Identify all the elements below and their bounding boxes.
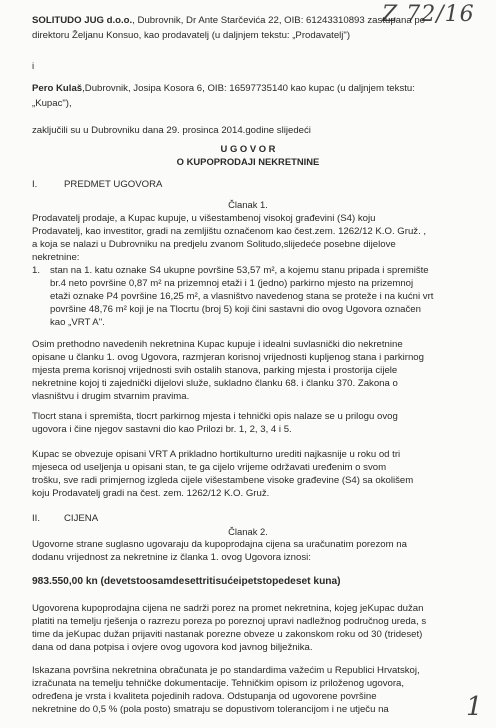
article-2-heading: Članak 2. bbox=[228, 526, 268, 537]
art1-p2-line2: opisane u članku 1. ovog Ugovora, razmjeran korisnoj vrijednosti kupljenog stana i parkirnog bbox=[32, 352, 424, 363]
art2-p3-line1: Iskazana površina nekretnina obračunata je po standardima važećim u Republici Hrvatskoj, bbox=[32, 665, 420, 676]
art2-p2-line3: time da jeKupac dužan prijaviti nastanak porezne obveze u zakonskom roku od 30 (trideset) bbox=[32, 629, 423, 640]
art1-p3-line1: Tlocrt stana i spremišta, tlocrt parkirnog mjesta i tehnički opis nalaze se u prilogu ovog bbox=[32, 411, 398, 422]
art1-p1-line3: a koja se nalazi u Dubrovniku na predjelu zvanom Solitudo,slijedeće posebne dijelove bbox=[32, 239, 396, 250]
item-1-line3: etaži oznake P4 površine 16,25 m², a vlasništvo navedenog stana se proteže i na kućni vrt bbox=[50, 291, 434, 302]
art1-p4-line4: koju Prodavatelj gradi na čest. zem. 1262/12 K.O. Gruž. bbox=[32, 488, 270, 499]
art2-p1-line1: Ugovorne strane suglasno ugovaraju da kupoprodajna cijena sa uračunatim porezom na bbox=[32, 539, 407, 550]
section-2-number: II. bbox=[32, 513, 40, 524]
contract-title: U G O V O R bbox=[220, 143, 276, 154]
item-1-line2: br.4 neto površine 0,87 m² na prizemnoj etaži i 1 (jedno) parkirno mjesto na prizemnoj bbox=[50, 278, 414, 289]
art1-p4-line1: Kupac se obvezuje opisani VRT A prikladno hortikulturno urediti najkasnije u roku od tri bbox=[32, 449, 401, 460]
art2-p3-line2: izračunata na temelju tehničke dokumentacije. Tehničkim opisom iz priloženog ugovora, bbox=[32, 678, 405, 689]
section-1-number: I. bbox=[32, 179, 38, 190]
art2-p1-line2: dodanu vrijednost za nekretnine iz članka 1. ovog Ugovora iznosi: bbox=[32, 552, 311, 563]
art1-p4-line3: trošku, sve radi primjernog izgleda cijele višestambene visoke građevine (S4) sa okolišem bbox=[32, 475, 414, 486]
item-1-line4: površine 48,76 m² koji je na Tlocrtu (broj 5) koji čini sastavni dio ovog Ugovora označen bbox=[50, 304, 421, 315]
art2-p3-line4: nekretnine do 0,5 % (pola posto) smatraju se dopustivom tolerancijom i ne utječu na bbox=[32, 704, 389, 715]
handwritten-reference: Z 72/16 bbox=[382, 2, 475, 27]
art1-p1-line1: Prodavatelj prodaje, a Kupac kupuje, u višestambenoj visokoj građevini (S4) koju bbox=[32, 213, 376, 224]
art1-p2-line1: Osim prethodno navedenih nekretnina Kupac kupuje i idealni suvlasnički dio nekretnine bbox=[32, 339, 403, 350]
article-1-heading: Članak 1. bbox=[228, 199, 268, 210]
art2-p3-line3: određena je vrsta i kvaliteta pojedinih radova. Odstupanja od ugovorene površine bbox=[32, 691, 377, 702]
art1-p1-line4: nekretnine: bbox=[32, 252, 80, 263]
art2-p2-line1: Ugovorena kupoprodajna cijena ne sadrži porez na promet nekretnina, kojeg jeKupac dužan bbox=[32, 603, 424, 614]
buyer-line-2: „Kupac"), bbox=[32, 98, 72, 109]
item-1-line5: kao „VRT A". bbox=[50, 317, 105, 328]
art1-p4-line2: mjeseca od useljenja u opisani stan, te ga cijelo vrijeme održavati uređenim o svom bbox=[32, 462, 387, 473]
contract-subtitle: O KUPOPRODAJI NEKRETNINE bbox=[176, 156, 320, 167]
art1-p2-line4: nekretnine kojoj ti zajednički dijelovi služe, sukladno članku 68. i članku 370. Zakona o bbox=[32, 378, 398, 389]
buyer-line-1: Pero Kulaš,Dubrovnik, Josipa Kosora 6, OIB: 16597735140 kao kupac (u daljnjem tekstu: bbox=[32, 83, 415, 94]
seller-line-2: direktoru Željanu Konsuo, kao prodavatelj (u daljnjem tekstu: „Prodavatelj") bbox=[32, 30, 351, 41]
section-2-heading: CIJENA bbox=[64, 513, 99, 524]
art1-p1-line2: Prodavatelj, kao investitor, gradi na zemljištu označenom kao čest.zem. 1262/12 K.O. Gruž. , bbox=[32, 226, 427, 237]
art2-p2-line2: platiti na temelju rješenja o razrezu poreza po poreznoj upravi nadležnog područnog ureda, s bbox=[32, 616, 427, 627]
art1-p3-line2: ugovora i čine njegov sastavni dio kao Prilozi br. 1, 2, 3, 4 i 5. bbox=[32, 424, 292, 435]
concluded-line: zaključili su u Dubrovniku dana 29. prosinca 2014.godine slijedeći bbox=[32, 125, 311, 136]
art1-p2-line3: mjesta prema korisnoj vrijednosti svih ostalih stanova, parking mjesta i prostorija cijele bbox=[32, 365, 398, 376]
price-amount: 983.550,00 kn (devetstoosamdesettritisućeipetstopedeset kuna) bbox=[32, 576, 341, 587]
seller-line-1: SOLITUDO JUG d.o.o., Dubrovnik, Dr Ante Starčevića 22, OIB: 61243310893 zastupana po bbox=[32, 15, 425, 26]
section-1-heading: PREDMET UGOVORA bbox=[64, 179, 163, 190]
art2-p2-line4: dana od dana potpisa i ovjere ovog ugovora kod javnog bilježnika. bbox=[32, 642, 313, 653]
item-1-number: 1. bbox=[32, 265, 41, 276]
art1-p2-line5: vlasništvu i drugim stvarnim pravima. bbox=[32, 391, 190, 402]
handwritten-page-mark: 1 bbox=[466, 692, 484, 722]
item-1-line1: stan na 1. katu oznake S4 ukupne površine 53,57 m², a kojemu stanu pripada i spremište bbox=[50, 265, 429, 276]
conjunction-and: i bbox=[32, 61, 35, 72]
